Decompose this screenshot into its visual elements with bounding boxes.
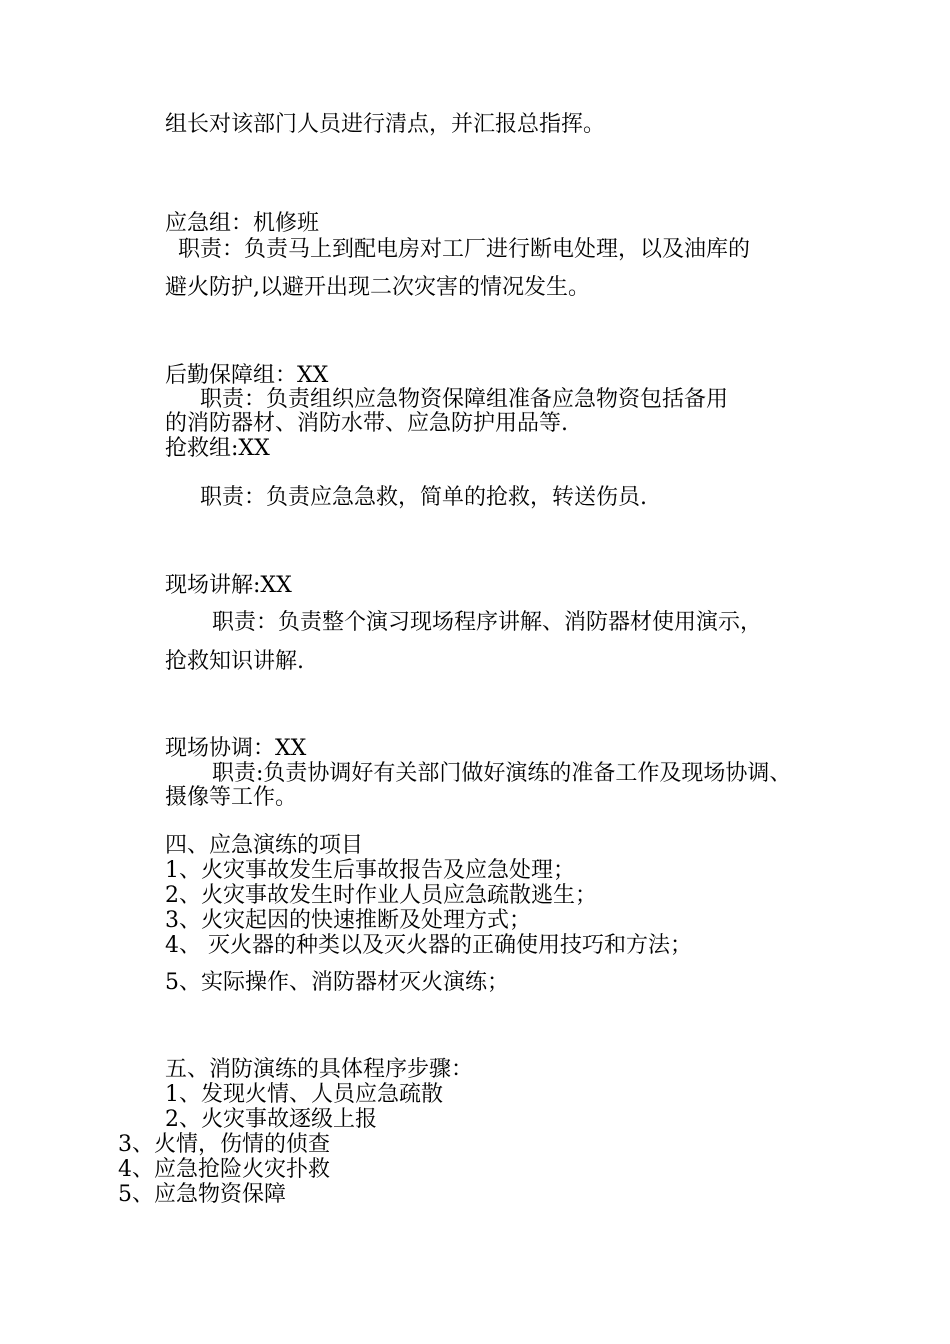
duty-onsite-explain-cont: 抢救知识讲解. <box>165 649 304 674</box>
section-rescue-group: 抢救组:XX <box>165 436 270 461</box>
duty-onsite-coordination: 职责:负责协调好有关部门做好演练的准备工作及现场协调、 <box>212 761 792 786</box>
duty-emergency-group-cont: 避火防护,以避开出现二次灾害的情况发生。 <box>165 275 590 300</box>
section-procedure-steps: 五、消防演练的具体程序步骤： <box>165 1057 474 1082</box>
drill-item-3: 3、火灾起因的快速推断及处理方式； <box>165 908 531 933</box>
procedure-step-4: 4、应急抢险火灾扑救 <box>118 1157 330 1182</box>
procedure-step-3: 3、火情，伤情的侦查 <box>118 1132 330 1157</box>
duty-rescue-group: 职责：负责应急急救，简单的抢救，转送伤员. <box>200 485 647 510</box>
procedure-step-2: 2、火灾事故逐级上报 <box>165 1107 377 1132</box>
section-emergency-group: 应急组：机修班 <box>165 211 320 236</box>
drill-item-5: 5、实际操作、消防器材灭火演练； <box>165 970 509 995</box>
duty-onsite-explain: 职责：负责整个演习现场程序讲解、消防器材使用演示， <box>212 610 763 635</box>
section-logistics-group: 后勤保障组：XX <box>165 363 329 388</box>
drill-item-1: 1、火灾事故发生后事故报告及应急处理； <box>165 858 575 883</box>
procedure-step-5: 5、应急物资保障 <box>118 1182 286 1207</box>
procedure-step-1: 1、发现火情、人员应急疏散 <box>165 1082 443 1107</box>
duty-logistics-group-cont: 的消防器材、消防水带、应急防护用品等. <box>165 411 568 436</box>
section-drill-items: 四、应急演练的项目 <box>165 833 364 858</box>
section-onsite-coordination: 现场协调：XX <box>165 736 307 761</box>
drill-item-4: 4、 灭火器的种类以及灭火器的正确使用技巧和方法； <box>165 933 692 958</box>
duty-emergency-group: 职责：负责马上到配电房对工厂进行断电处理，以及油库的 <box>178 237 751 262</box>
drill-item-2: 2、火灾事故发生时作业人员应急疏散逃生； <box>165 883 597 908</box>
text-line-summary: 组长对该部门人员进行清点，并汇报总指挥。 <box>165 112 606 137</box>
section-onsite-explain: 现场讲解:XX <box>165 573 292 598</box>
duty-logistics-group: 职责：负责组织应急物资保障组准备应急物资包括备用 <box>200 387 729 412</box>
duty-onsite-coordination-cont: 摄像等工作。 <box>165 785 298 810</box>
